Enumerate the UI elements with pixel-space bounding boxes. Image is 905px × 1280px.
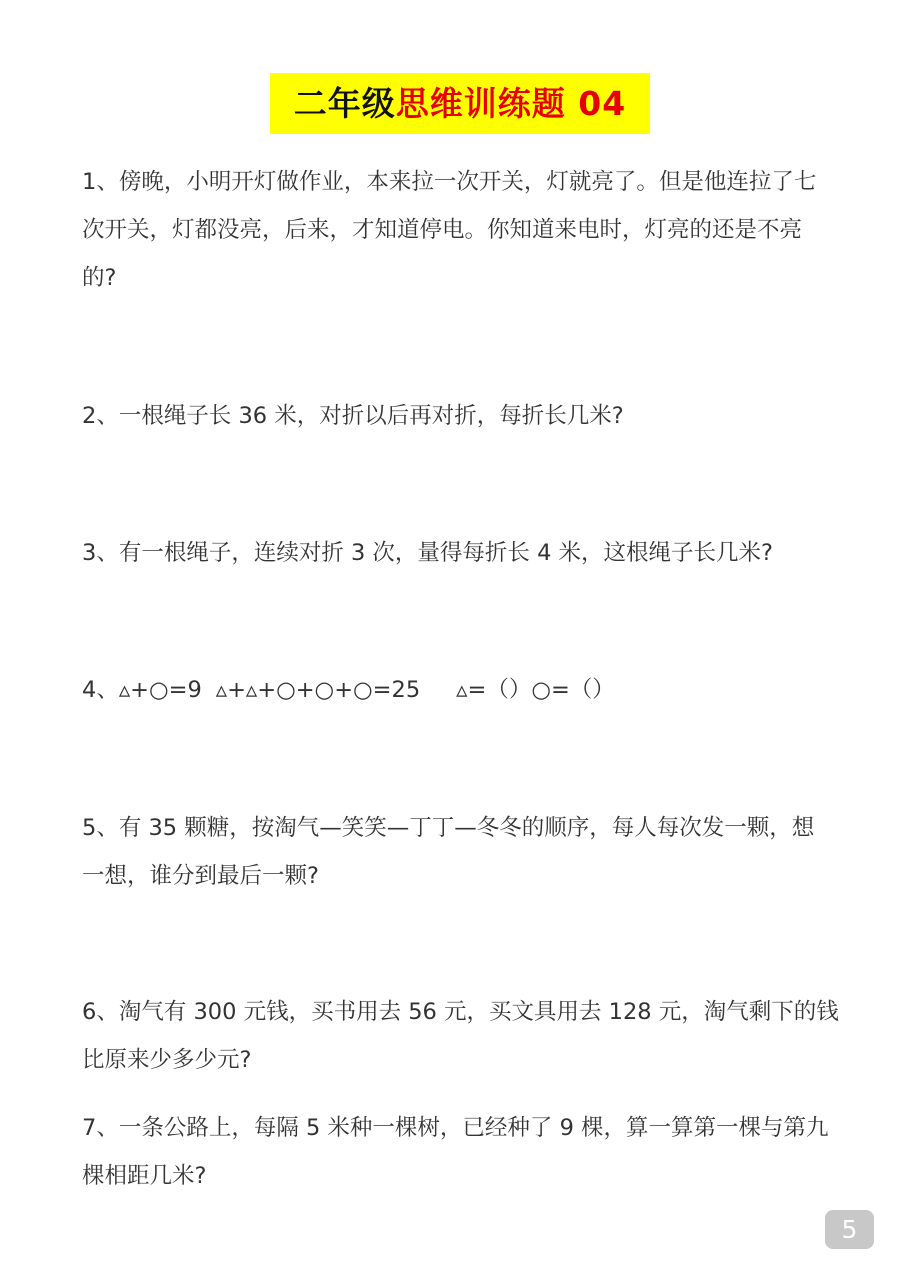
question-6-line-2: 比原来少多少元? — [82, 1047, 252, 1073]
question-7-line-2: 棵相距几米? — [82, 1163, 207, 1189]
question-7 — [82, 1104, 829, 1200]
question-6-line-1: 6、淘气有 300 元钱，买书用去 56 元，买文具用去 128 元，淘气剩下的钱 — [82, 999, 839, 1025]
title-highlight: 思维训练题 04 — [395, 84, 627, 123]
question-6 — [82, 988, 839, 1084]
question-1-line-1: 1、傍晚，小明开灯做作业，本来拉一次开关，灯就亮了。但是他连拉了七 — [82, 169, 817, 195]
title-prefix: 二年级 — [293, 84, 396, 123]
question-1-line-2: 次开关，灯都没亮，后来，才知道停电。你知道来电时，灯亮的还是不亮 — [82, 217, 803, 243]
question-4 — [82, 666, 615, 714]
question-5-line-2: 一想，谁分到最后一颗? — [82, 863, 319, 889]
question-4-equation-1: ▵+○=9 — [118, 677, 202, 703]
question-4-answer-blanks: ▵=（）○=（） — [456, 677, 615, 703]
question-5 — [82, 804, 824, 900]
question-1 — [82, 158, 824, 302]
question-5-line-1: 5、有 35 颗糖，按淘气—笑笑—丁丁—冬冬的顺序，每人每次发一颗，想 — [82, 815, 815, 841]
question-4-number: 4、 — [82, 677, 119, 703]
page-number-badge: 5 — [825, 1210, 874, 1249]
question-1-line-3: 的? — [82, 265, 117, 291]
question-2 — [82, 392, 824, 440]
question-7-line-1: 7、一条公路上，每隔 5 米种一棵树，已经种了 9 棵，算一算第一棵与第九 — [82, 1115, 829, 1141]
title-banner — [270, 73, 650, 134]
question-4-equation-2: ▵+▵+○+○+○=25 — [215, 677, 421, 703]
question-3-line-1: 3、有一根绳子，连续对折 3 次，量得每折长 4 米，这根绳子长几米? — [82, 540, 773, 566]
question-3 — [82, 529, 824, 577]
page-title — [270, 73, 650, 134]
question-2-line-1: 2、一根绳子长 36 米，对折以后再对折，每折长几米? — [82, 403, 624, 429]
